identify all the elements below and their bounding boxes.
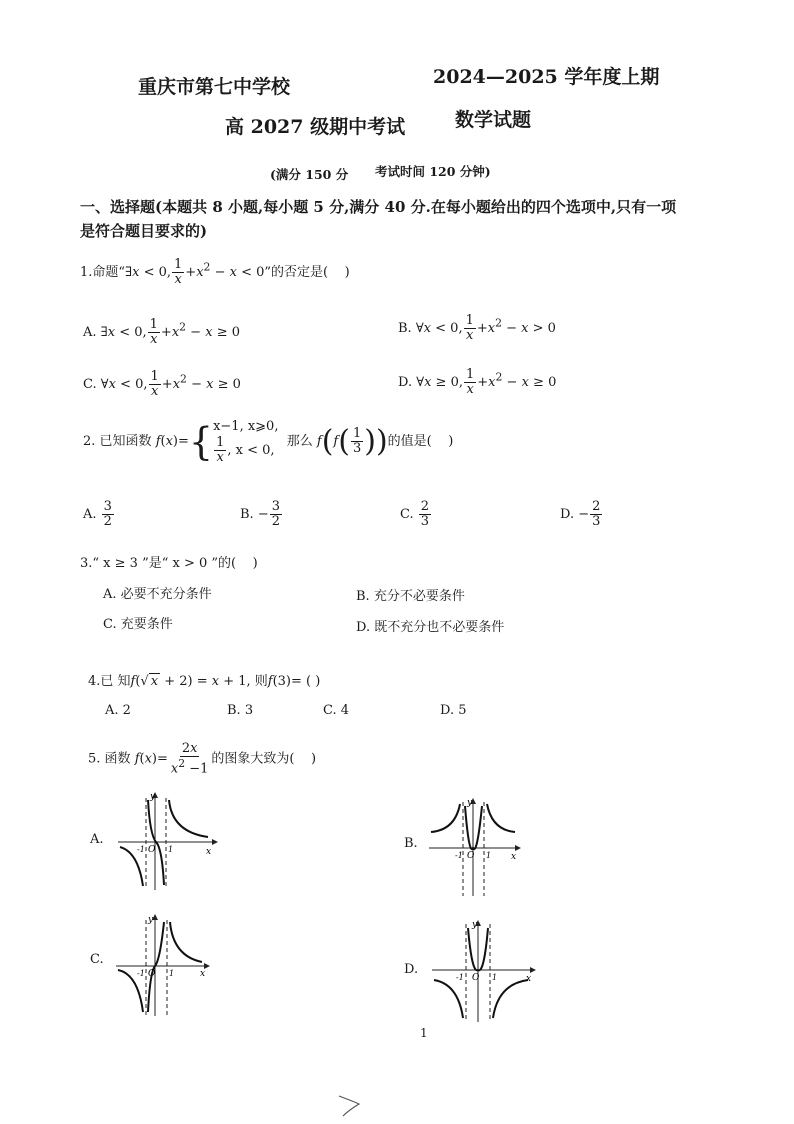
question-1-option-c[interactable]: C. ∀x < 0, $\frac{1}{x}$ $+x^2 - x \ge 0$ — [83, 369, 241, 399]
section-title-line2: 是符合题目要求的) — [80, 222, 208, 240]
pen-mark — [335, 1092, 365, 1118]
question-5-option-b[interactable]: B. — [404, 836, 418, 851]
question-1-option-d[interactable]: D. ∀x ≥ 0, $\frac{1}{x}$ $+x^2 - x \ge 0$ — [398, 367, 557, 397]
graph-d-origin: O — [472, 973, 480, 983]
graph-c-y-label: y — [148, 915, 154, 925]
duration: 考试时间 120 分钟) — [375, 164, 491, 179]
school-name: 重庆市第七中学校 — [138, 76, 291, 98]
question-4-option-b[interactable]: B. 3 — [227, 703, 254, 718]
graph-b-x-label: x — [511, 852, 517, 862]
question-1-option-b[interactable]: B. ∀x < 0, $\frac{1}{x}$ $+x^2 - x > 0$ — [398, 313, 556, 343]
graph-d-y-label: y — [472, 920, 478, 930]
section-title-line1: 一、选择题(本题共 8 小题,每小题 5 分,满分 40 分.在每小题给出的四个选项中,只有一项 — [80, 198, 677, 216]
graph-c-pos-tick: 1 — [169, 969, 175, 978]
question-4-option-a[interactable]: A. 2 — [105, 703, 131, 718]
graph-a-x-label: x — [206, 847, 212, 857]
question-3-option-b[interactable]: B. 充分不必要条件 — [356, 589, 465, 604]
graph-option-a[interactable] — [110, 790, 220, 900]
question-2-option-d[interactable]: D. − $\frac{2}{3}$ — [560, 499, 601, 529]
graph-a-y-label: y — [150, 792, 156, 802]
graph-a-neg-tick: -1 — [137, 845, 145, 854]
question-5-option-d[interactable]: D. — [404, 962, 419, 977]
question-3-stem: 3.“ x ≥ 3 ”是“ x > 0 ”的( ) — [80, 556, 258, 571]
question-3-option-d[interactable]: D. 既不充分也不必要条件 — [356, 620, 505, 635]
question-5-stem: 5. 函数 f(x)= $\frac{2x}{x^2 -1}$ 的图象大致为( ) — [88, 741, 317, 777]
full-score: (满分 150 分 — [270, 167, 349, 182]
question-5-option-a[interactable]: A. — [90, 832, 104, 847]
graph-d-pos-tick: 1 — [492, 973, 498, 982]
question-2-option-c[interactable]: C. $\frac{2}{3}$ — [400, 499, 430, 529]
graph-option-c[interactable] — [110, 912, 214, 1022]
question-4-option-d[interactable]: D. 5 — [440, 703, 467, 718]
question-3-option-c[interactable]: C. 充要条件 — [103, 617, 173, 632]
school-year: 2024—2025 学年度上期 — [433, 66, 660, 88]
graph-b-origin: O — [467, 851, 475, 861]
question-2-option-a[interactable]: A. $\frac{3}{2}$ — [83, 499, 112, 529]
graph-d-neg-tick: -1 — [456, 973, 464, 982]
graph-a-pos-tick: 1 — [168, 845, 174, 854]
exam-name: 高 2027 级期中考试 — [225, 116, 406, 138]
question-1-stem: 1.命题“∃x < 0, $\frac{1}{x}$ $+x^2 - x < 0$”的否定是( ) — [80, 257, 350, 287]
graph-b-y-label: y — [467, 798, 473, 808]
question-4-option-c[interactable]: C. 4 — [323, 703, 350, 718]
question-5-option-c[interactable]: C. — [90, 952, 104, 967]
question-2-option-b[interactable]: B. − $\frac{3}{2}$ — [240, 499, 280, 529]
question-3-option-a[interactable]: A. 必要不充分条件 — [103, 587, 212, 602]
graph-c-neg-tick: -1 — [137, 969, 145, 978]
exam-subject: 数学试题 — [455, 109, 532, 131]
graph-option-b[interactable] — [425, 796, 525, 898]
graph-c-origin: O — [148, 969, 156, 979]
graph-option-d[interactable] — [428, 918, 540, 1024]
question-1-option-a[interactable]: A. ∃x < 0, $\frac{1}{x}$ $+x^2 - x \ge 0$ — [83, 317, 240, 347]
question-4-stem: 4.已 知f(√ x + 2) = x + 1, 则f(3)= ( ) — [88, 674, 321, 689]
graph-a-origin: O — [148, 845, 156, 855]
graph-d-x-label: x — [526, 974, 532, 984]
question-2-stem: 2. 已知函数 f(x)={ x−1, x⩾0, $\frac{1}{x}$ , x < 0, 那么 f(f( $\frac{1}{3}$ ))的值是( ) — [83, 419, 454, 465]
page-number: 1 — [420, 1026, 428, 1040]
graph-b-neg-tick: -1 — [455, 851, 463, 860]
graph-c-x-label: x — [200, 969, 206, 979]
graph-b-pos-tick: 1 — [486, 851, 492, 860]
